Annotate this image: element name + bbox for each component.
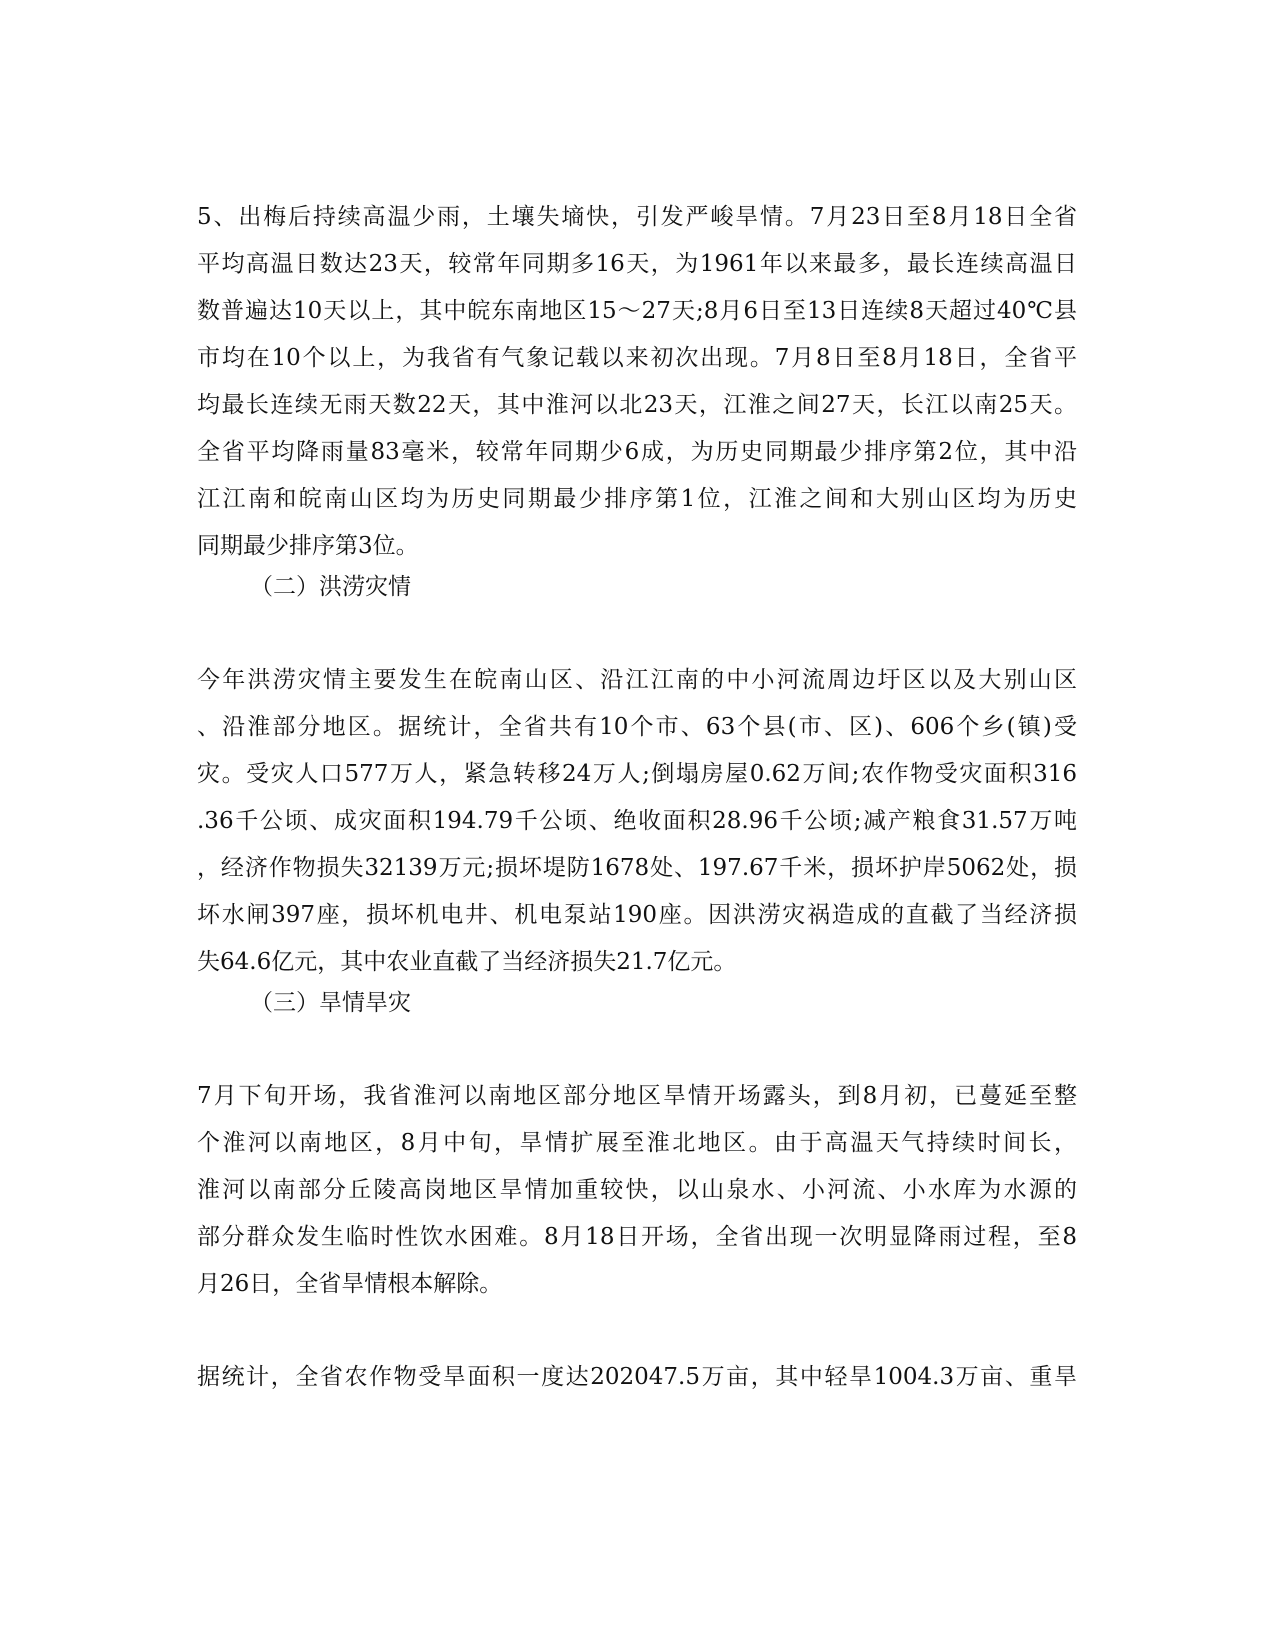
text-line: 5、出梅后持续高温少雨，土壤失墒快，引发严峻旱情。7月23日至8月18日全省 [197,204,1077,230]
section-heading-drought: （三）旱情旱灾 [250,990,411,1016]
section-heading-flood: （二）洪涝灾情 [250,574,411,600]
text-line: 、沿淮部分地区。据统计，全省共有10个市、63个县(市、区)、606个乡(镇)受 [197,714,1077,740]
text-line: 灾。受灾人口577万人，紧急转移24万人;倒塌房屋0.62万间;农作物受灾面积316 [197,761,1077,787]
text-line: 7月下旬开场，我省淮河以南地区部分地区旱情开场露头，到8月初，已蔓延至整 [197,1083,1077,1109]
text-line: 江江南和皖南山区均为历史同期最少排序第1位，江淮之间和大别山区均为历史 [197,486,1077,512]
text-line: 均最长连续无雨天数22天，其中淮河以北23天，江淮之间27天，长江以南25天。 [197,392,1077,418]
text-line: 月26日，全省旱情根本解除。 [197,1271,503,1297]
text-line: 市均在10个以上，为我省有气象记载以来初次出现。7月8日至8月18日，全省平 [197,345,1077,371]
text-line: 个淮河以南地区，8月中旬，旱情扩展至淮北地区。由于高温天气持续时间长， [197,1130,1077,1156]
text-line: 同期最少排序第3位。 [197,533,419,559]
text-line: 全省平均降雨量83毫米，较常年同期少6成，为历史同期最少排序第2位，其中沿 [197,439,1077,465]
text-line: 坏水闸397座，损坏机电井、机电泵站190座。因洪涝灾祸造成的直截了当经济损 [197,902,1077,928]
text-line: 部分群众发生临时性饮水困难。8月18日开场，全省出现一次明显降雨过程，至8 [197,1224,1077,1250]
text-line: 据统计，全省农作物受旱面积一度达202047.5万亩，其中轻旱1004.3万亩、重旱 [197,1364,1077,1390]
text-line: 淮河以南部分丘陵高岗地区旱情加重较快，以山泉水、小河流、小水库为水源的 [197,1177,1077,1203]
text-line: 今年洪涝灾情主要发生在皖南山区、沿江江南的中小河流周边圩区以及大别山区 [197,667,1077,693]
text-line: 失64.6亿元，其中农业直截了当经济损失21.7亿元。 [197,949,737,975]
text-line: .36千公顷、成灾面积194.79千公顷、绝收面积28.96千公顷;减产粮食31.57万吨 [197,808,1077,834]
text-line: 平均高温日数达23天，较常年同期多16天，为1961年以来最多，最长连续高温日 [197,251,1077,277]
text-line: ，经济作物损失32139万元;损坏堤防1678处、197.67千米，损坏护岸5062处，损 [197,855,1077,881]
text-line: 数普遍达10天以上，其中皖东南地区15～27天;8月6日至13日连续8天超过40℃县 [197,298,1077,324]
